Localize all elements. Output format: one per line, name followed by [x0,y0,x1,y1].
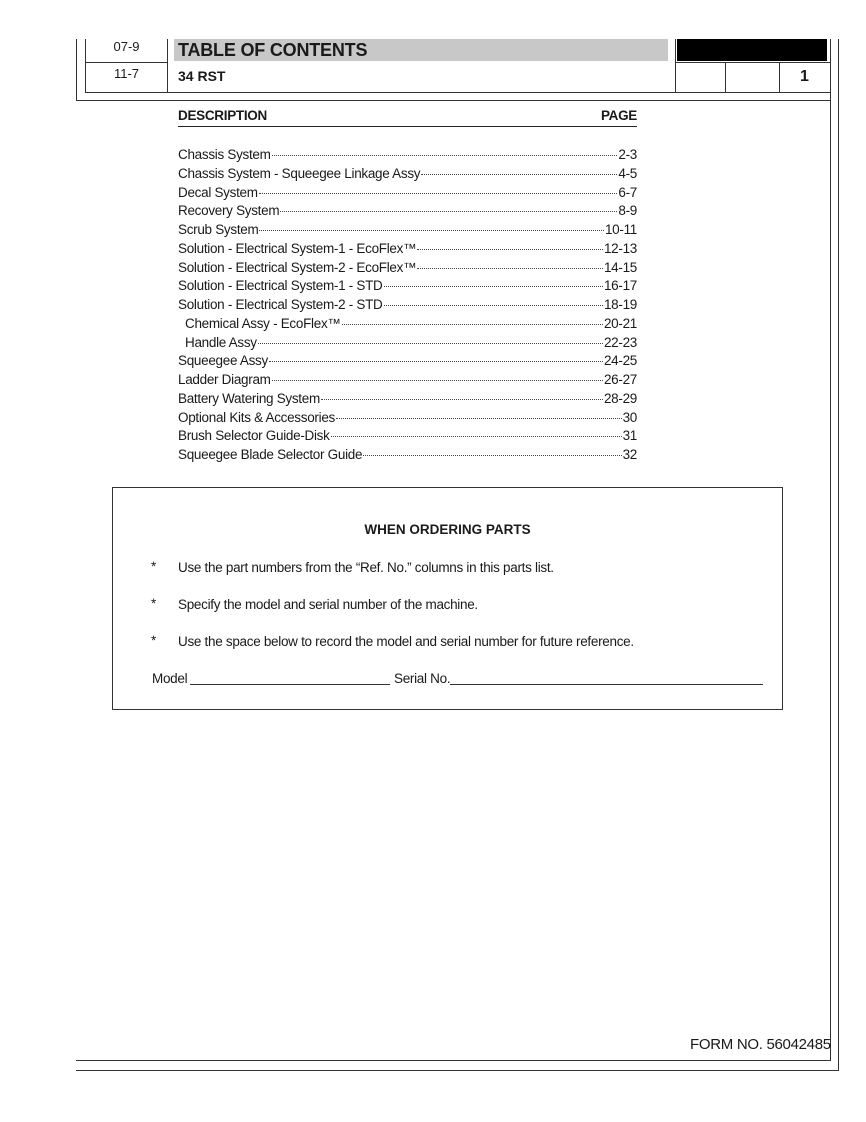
table-of-contents [178,108,637,466]
header-left-border [76,39,77,101]
toc-entry-page: 28-29 [603,390,637,406]
toc-entry[interactable] [178,372,637,391]
toc-dot-leader [363,454,621,456]
header-right-box-mid [725,62,726,93]
toc-entry[interactable] [178,241,637,260]
date-code-1: 07-9 [113,39,140,54]
ordering-bullet-3: Use the space below to record the model and serial number for future reference. [178,634,634,649]
header-right-row-line [675,62,831,63]
toc-dot-leader [342,323,603,325]
date-code-2: 11-7 [113,66,140,81]
page-top-inner-line [76,100,831,101]
toc-dot-leader [384,304,603,306]
page-right-border-outer [838,39,839,1071]
toc-entry-label: Decal System [178,184,258,200]
toc-dot-leader [336,417,622,419]
toc-entry[interactable] [178,353,637,372]
toc-entry-page: 31 [622,428,637,444]
toc-entry-label: Brush Selector Guide-Disk [178,428,330,444]
toc-dot-leader [280,210,617,212]
ordering-title: WHEN ORDERING PARTS [364,522,531,537]
toc-entry-page: 4-5 [618,165,637,181]
header-date-divider [167,39,168,92]
header-right-box-mid2 [779,62,780,93]
header-bottom-line [85,92,831,93]
toc-entry-page: 32 [622,447,637,462]
header-right-box-left [675,39,676,93]
toc-dot-leader [417,248,603,250]
toc-entry-label: Recovery System [178,203,280,219]
toc-description-header: DESCRIPTION [178,108,267,123]
toc-entry[interactable] [178,428,637,447]
toc-entry[interactable] [178,185,637,204]
bullet-star-3: * [151,633,157,648]
toc-entry-page: 30 [622,409,637,425]
toc-entry[interactable] [178,447,637,466]
toc-dot-leader [258,342,603,344]
form-number: FORM NO. 56042485 [690,1036,831,1053]
toc-dot-leader [331,435,622,437]
toc-header [178,108,637,127]
bullet-star-2: * [151,596,157,611]
toc-entry[interactable] [178,203,637,222]
toc-entry-page: 10-11 [604,222,637,237]
toc-entry-label: Squeegee Blade Selector Guide [178,447,363,462]
toc-dot-leader [384,285,603,287]
toc-entry-label: Chassis System - Squeegee Linkage Assy [178,165,421,181]
model-label: Model [152,671,188,686]
footer-line-1 [76,1060,831,1061]
toc-entry-page: 2-3 [618,147,637,162]
serial-label: Serial No. [394,671,451,686]
toc-entry-page: 24-25 [603,353,637,369]
toc-entry-page: 20-21 [603,315,637,331]
header-right-box-right [830,39,831,93]
page-right-border [830,93,831,1061]
toc-dot-leader [417,267,603,269]
footer-line-2 [76,1070,839,1071]
page-number: 1 [800,68,809,85]
toc-dot-leader [321,398,603,400]
toc-entry-label: Solution - Electrical System-2 - STD [178,297,383,312]
header-date-row-line [85,62,168,63]
toc-entry[interactable] [178,391,637,410]
toc-entry-label: Chassis System [178,147,271,162]
toc-entry[interactable] [178,278,637,297]
toc-entry-page: 12-13 [603,240,637,256]
toc-entry[interactable] [178,410,637,429]
toc-entry[interactable] [178,260,637,279]
toc-entry[interactable] [178,316,637,335]
toc-entry[interactable] [178,166,637,185]
toc-dot-leader [269,360,603,362]
toc-entry[interactable] [178,147,637,166]
model-fill-line[interactable] [190,684,390,685]
toc-entry-label: Handle Assy [185,334,257,350]
toc-entry-page: 14-15 [603,259,637,275]
toc-dot-leader [259,229,604,231]
toc-entry-label: Solution - Electrical System-1 - EcoFlex™ [178,240,417,256]
toc-entry-page: 18-19 [603,297,637,312]
toc-entry-page: 6-7 [618,184,637,200]
toc-entry-page: 16-17 [603,278,637,294]
toc-entry-label: Scrub System [178,222,259,237]
toc-entry-label: Battery Watering System [178,390,320,406]
toc-page-header: PAGE [600,108,637,123]
toc-entry-page: 8-9 [618,203,637,219]
toc-list [178,147,637,466]
bullet-star-1: * [151,559,157,574]
toc-entry[interactable] [178,222,637,241]
toc-entry-page: 26-27 [603,372,637,387]
ordering-bullet-1: Use the part numbers from the “Ref. No.” columns in this parts list. [178,560,554,575]
serial-fill-line[interactable] [450,684,763,685]
toc-dot-leader [259,192,618,194]
toc-dot-leader [272,379,603,381]
toc-entry[interactable] [178,297,637,316]
toc-entry-label: Optional Kits & Accessories [178,409,335,425]
toc-entry-label: Chemical Assy - EcoFlex™ [185,315,341,331]
toc-dot-leader [421,173,617,175]
toc-dot-leader [272,154,618,156]
model-name: 34 RST [178,68,226,84]
toc-entry-label: Squeegee Assy [178,353,268,369]
page-title: TABLE OF CONTENTS [178,40,368,60]
ordering-bullet-2: Specify the model and serial number of the machine. [178,597,478,612]
toc-entry[interactable] [178,335,637,354]
toc-entry-label: Solution - Electrical System-1 - STD [178,278,383,294]
toc-entry-page: 22-23 [603,334,637,350]
header-black-box [677,39,827,61]
toc-entry-label: Ladder Diagram [178,372,271,387]
toc-entry-label: Solution - Electrical System-2 - EcoFlex™ [178,259,417,275]
